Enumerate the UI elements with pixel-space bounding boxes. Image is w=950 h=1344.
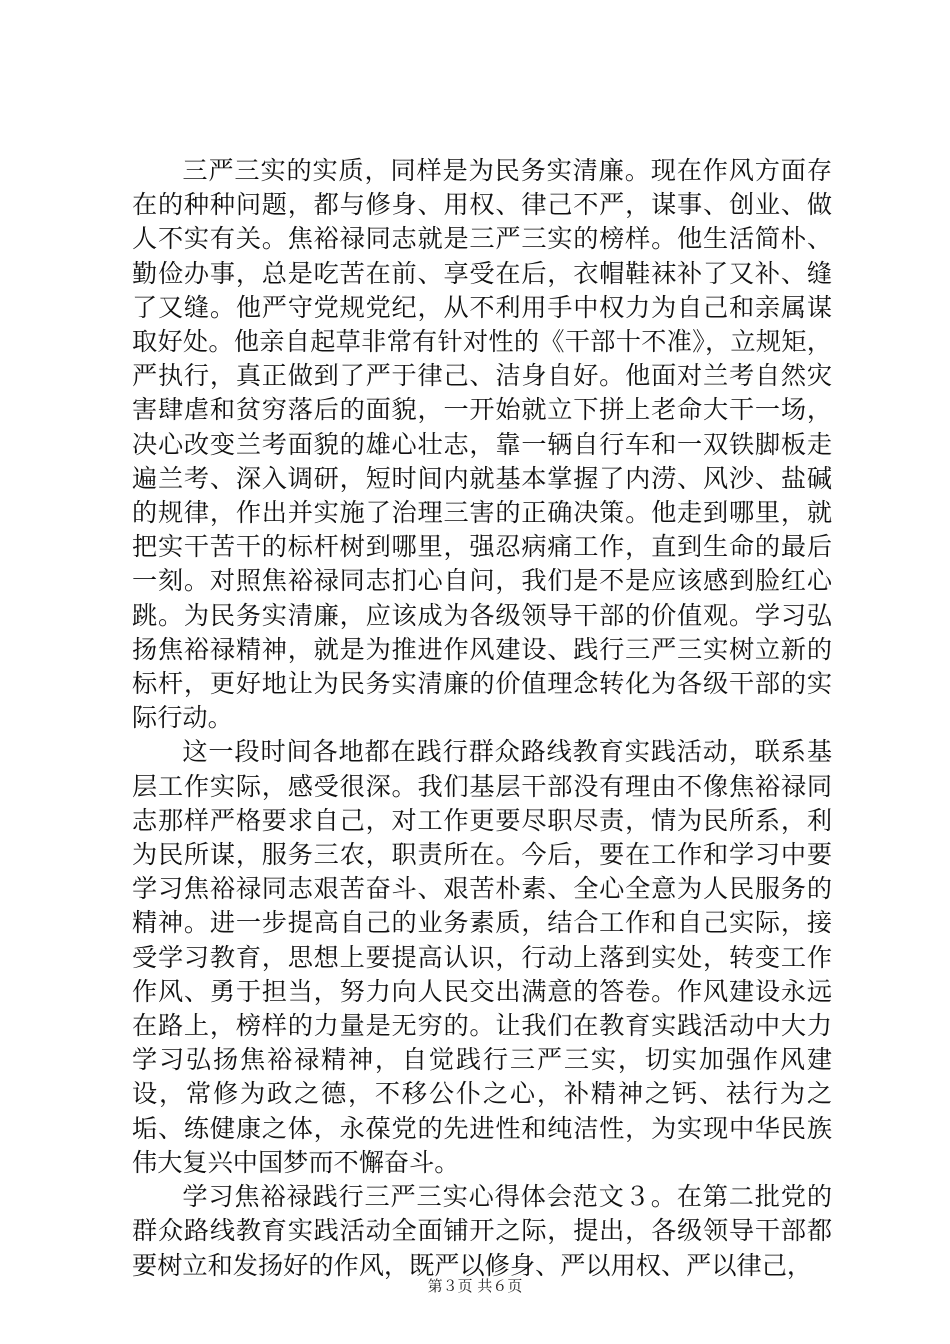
paragraph-1: 三严三实的实质，同样是为民务实清廉。现在作风方面存在的种种问题，都与修身、用权、律己不严，谋事、创业、做人不实有关。焦裕禄同志就是三严三实的榜样。他生活简朴、勤俭办事，总是吃苦在前、享受在后，衣帽鞋袜补了又补、缝了又缝。他严守党规党纪，从不利用手中权力为自己和亲属谋取好处。他亲自起草非常有针对性的《干部十不准》，立规矩，严执行，真正做到了严于律己、洁身自好。他面对兰考自然灾害肆虐和贫穷落后的面貌，一开始就立下拼上老命大干一场，决心改变兰考面貌的雄心壮志，靠一辆自行车和一双铁脚板走遍兰考、深入调研，短时间内就基本掌握了内涝、风沙、盐碱的规律，作出并实施了治理三害的正确决策。他走到哪里，就把实干苦干的标杆树到哪里，强忍病痛工作，直到生命的最后一刻。对照焦裕禄同志扪心自问，我们是不是应该感到脸红心跳。为民务实清廉，应该成为各级领导干部的价值观。学习弘扬焦裕禄精神，就是为推进作风建设、践行三严三实树立新的标杆，更好地让为民务实清廉的价值理念转化为各级干部的实际行动。 xyxy=(132,156,832,733)
page-footer xyxy=(0,1276,950,1296)
paragraph-3: 学习焦裕禄践行三严三实心得体会范文３。在第二批党的群众路线教育实践活动全面铺开之际，提出，各级领导干部都要树立和发扬好的作风，既严以修身、严以用权、严以律己， xyxy=(132,1182,832,1280)
page-number-label: 第３页 共６页 xyxy=(427,1277,523,1295)
document-body xyxy=(132,154,832,1283)
paragraph-2: 这一段时间各地都在践行群众路线教育实践活动，联系基层工作实际，感受很深。我们基层干部没有理由不像焦裕禄同志那样严格要求自己，对工作更要尽职尽责，情为民所系，利为民所谋，服务三农，职责所在。今后，要在工作和学习中要学习焦裕禄同志艰苦奋斗、艰苦朴素、全心全意为人民服务的精神。进一步提高自己的业务素质，结合工作和自己实际，接受学习教育，思想上要提高认识，行动上落到实处，转变工作作风、勇于担当，努力向人民交出满意的答卷。作风建设永远在路上，榜样的力量是无穷的。让我们在教育实践活动中大力学习弘扬焦裕禄精神，自觉践行三严三实，切实加强作风建设，常修为政之德，不移公仆之心，补精神之钙、祛行为之垢、练健康之体，永葆党的先进性和纯洁性，为实现中华民族伟大复兴中国梦而不懈奋斗。 xyxy=(132,737,832,1177)
